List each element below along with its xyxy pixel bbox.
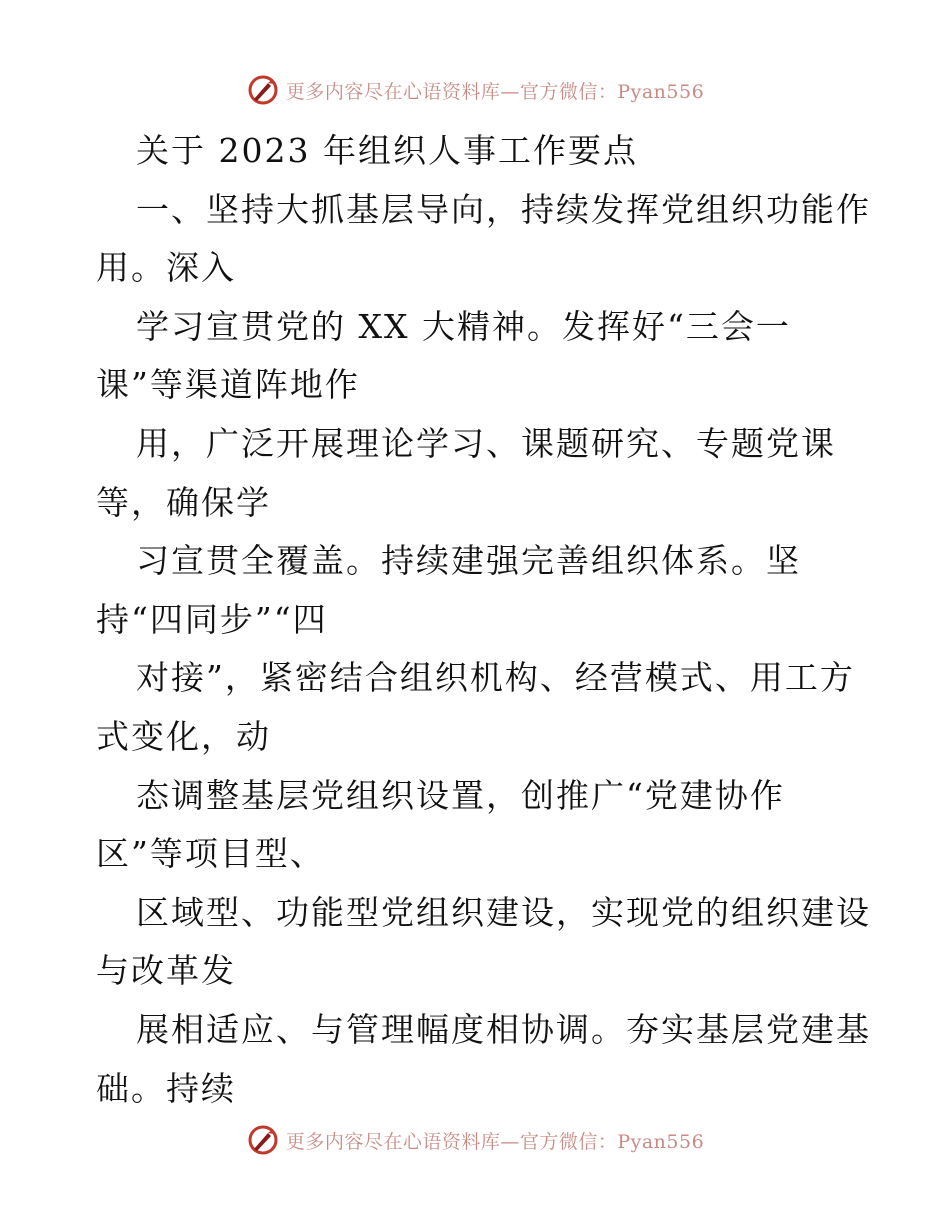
text-line: 用，广泛开展理论学习、课题研究、专题党课	[136, 423, 836, 463]
text-line: 习宣贯全覆盖。持续建强完善组织体系。坚	[136, 541, 801, 581]
watermark-text: 更多内容尽在心语资料库—官方微信：Pyan556	[285, 1130, 705, 1153]
text-line: 持“四同步”“四	[96, 599, 328, 639]
text-line: 对接”，紧密结合组织机构、经营模式、用工方	[136, 658, 855, 698]
text-line: 用。深入	[96, 248, 236, 288]
text-line: 态调整基层党组织设置，创推广“党建协作	[136, 775, 785, 815]
text-line: 区”等项目型、	[96, 834, 325, 874]
text-line: 础。持续	[96, 1068, 236, 1108]
text-line: 区域型、功能型党组织建设，实现党的组织建设	[136, 892, 871, 932]
text-line: 式变化，动	[96, 716, 271, 756]
footer-watermark	[0, 1120, 950, 1160]
document-body	[96, 122, 876, 1118]
document-title: 关于 2023 年组织人事工作要点	[136, 131, 638, 170]
text-line: 一、坚持大抓基层导向，持续发挥党组织功能作	[136, 189, 871, 229]
watermark-text: 更多内容尽在心语资料库—官方微信：Pyan556	[285, 80, 705, 103]
text-line: 展相适应、与管理幅度相协调。夯实基层党建基	[136, 1009, 871, 1049]
text-line: 学习宣贯党的 XX 大精神。发挥好“三会一	[136, 306, 791, 346]
quill-logo-icon	[246, 73, 280, 107]
quill-logo-icon	[246, 1123, 280, 1157]
text-line: 课”等渠道阵地作	[96, 365, 360, 405]
header-watermark	[0, 70, 950, 110]
text-line: 等，确保学	[96, 482, 271, 522]
text-line: 与改革发	[96, 951, 236, 991]
